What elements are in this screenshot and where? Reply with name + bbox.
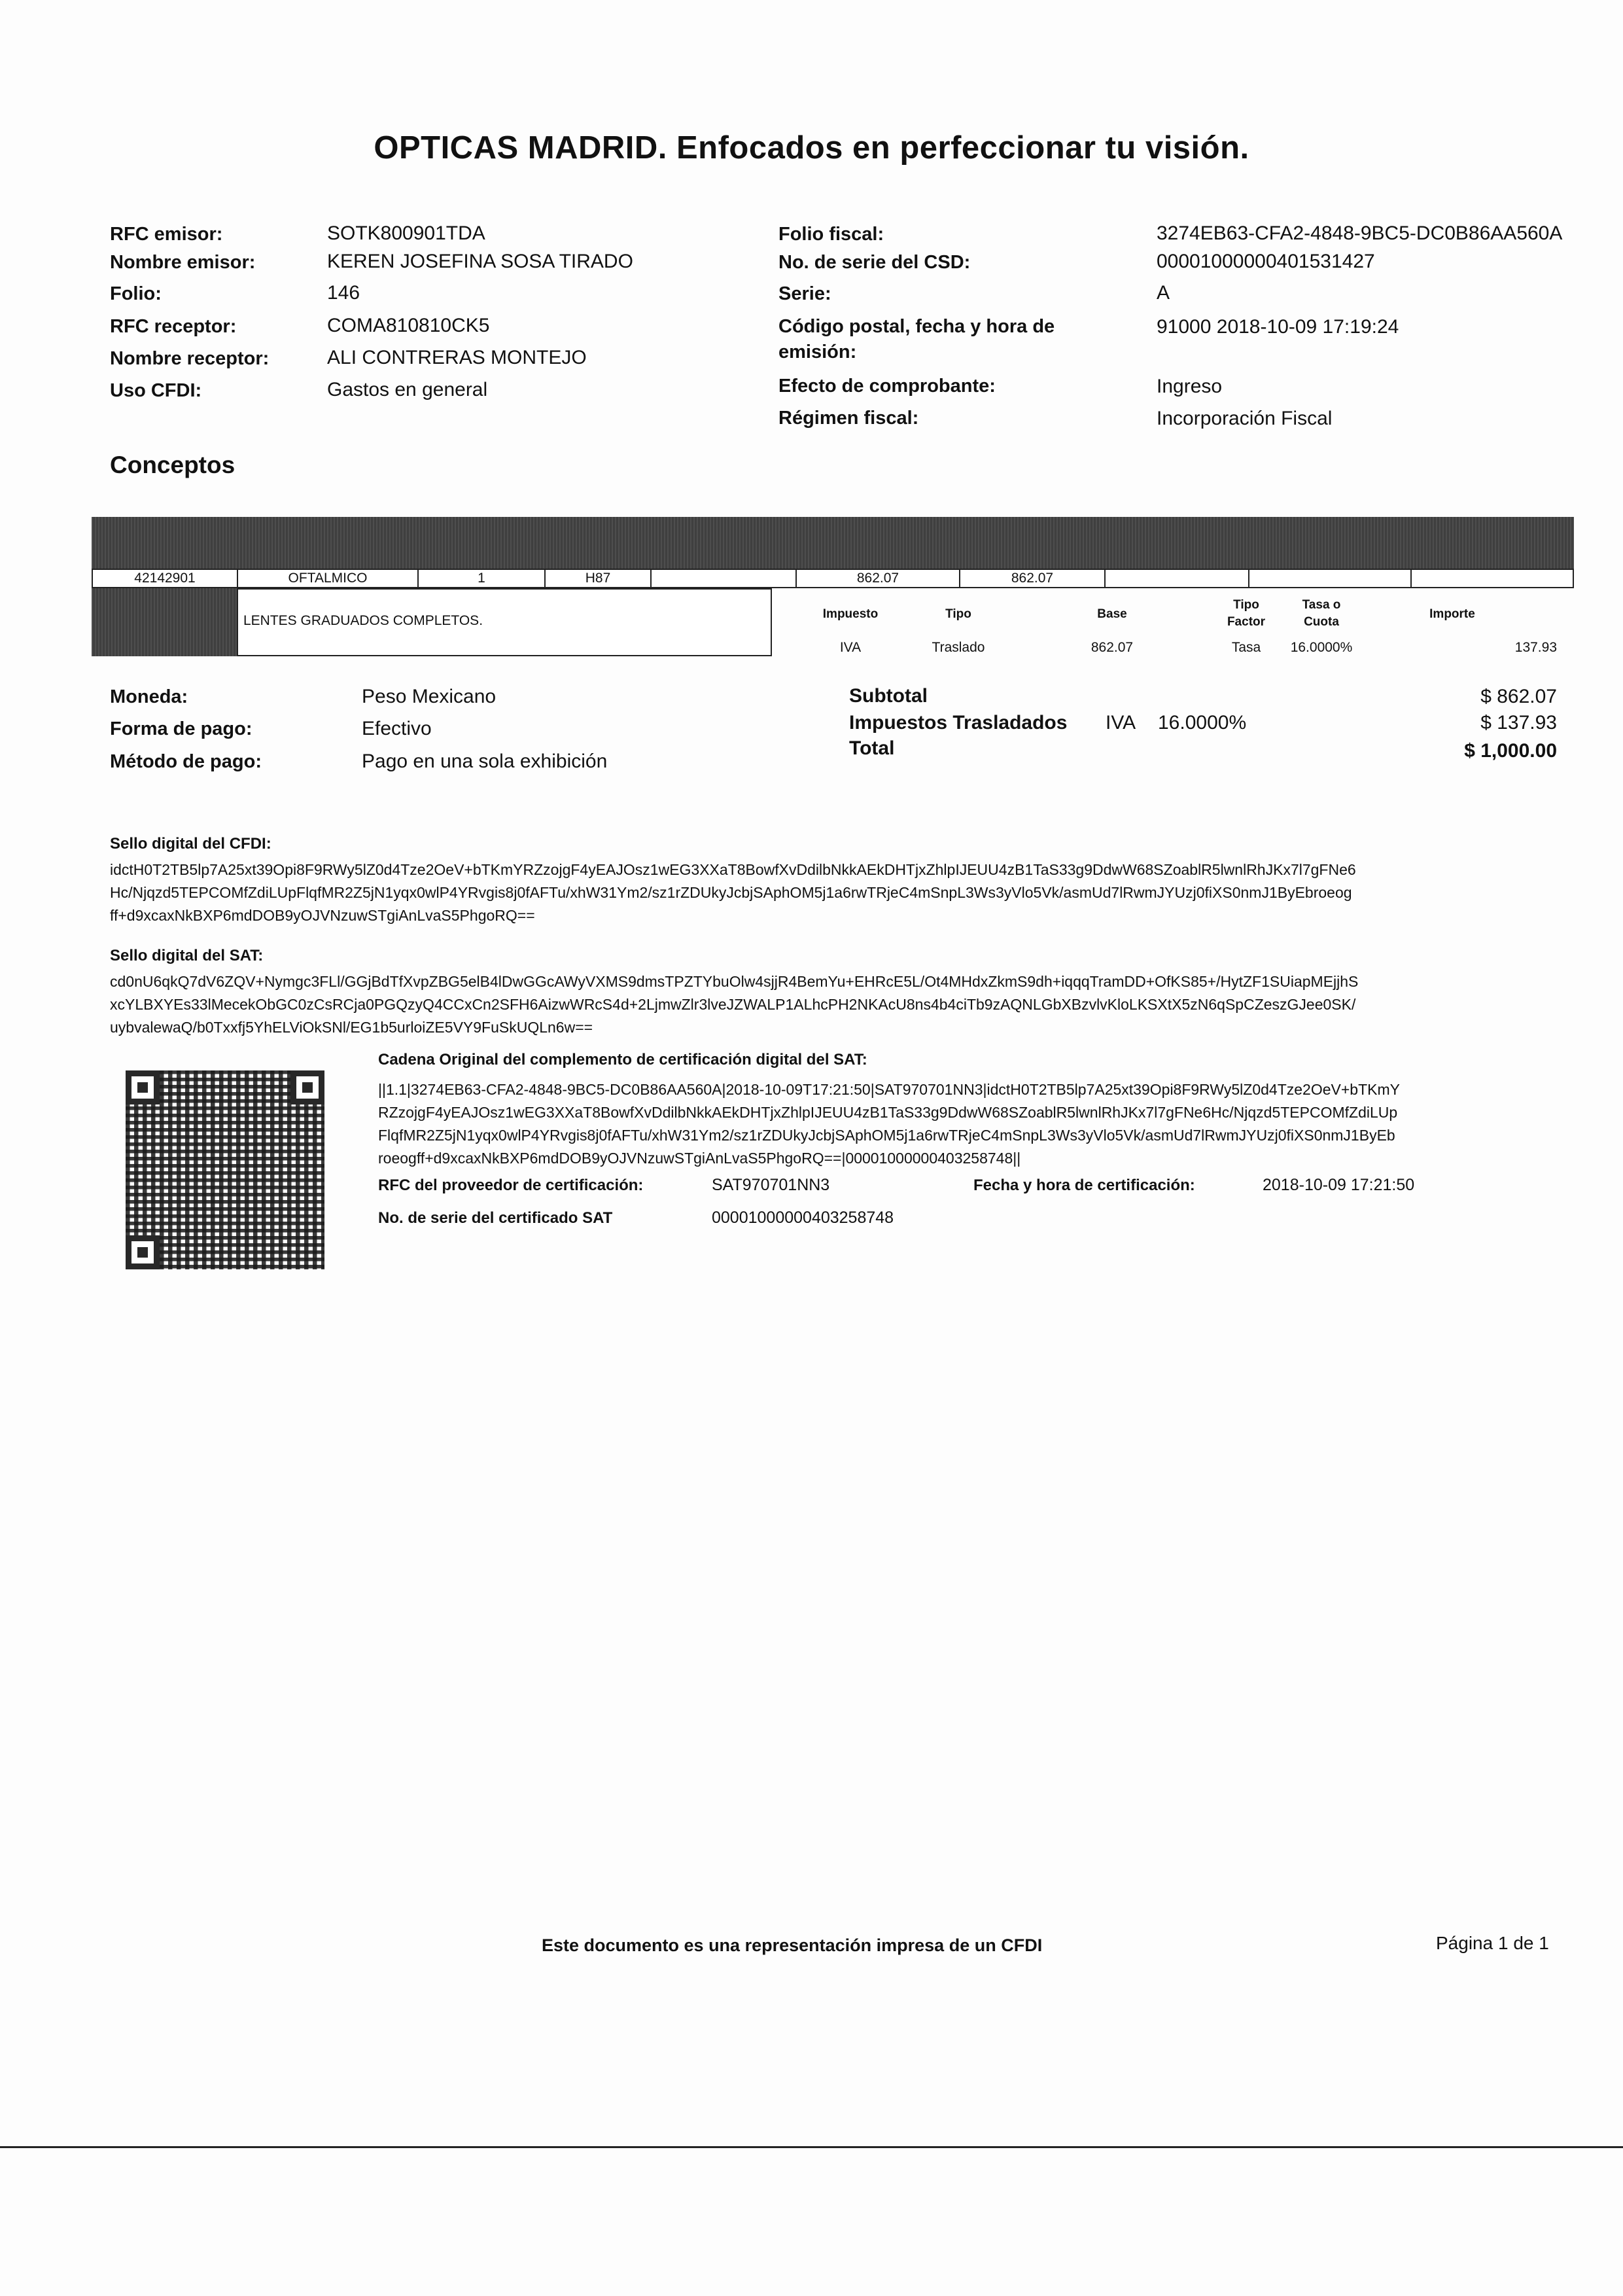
tipo-factor-value: Tasa xyxy=(1231,640,1261,655)
folio-label: Folio: xyxy=(110,283,162,304)
impuestos-tasa: 16.0000% xyxy=(1158,712,1247,733)
tasa-cuota-value: 16.0000% xyxy=(1290,640,1353,655)
efecto-value: Ingreso xyxy=(1157,376,1223,397)
footer-rule xyxy=(0,2146,1623,2148)
serie-csd-label: No. de serie del CSD: xyxy=(778,252,971,273)
importe-value: 137.93 xyxy=(1514,640,1557,655)
serie-value: A xyxy=(1157,282,1170,304)
fecha-certificacion-label: Fecha y hora de certificación: xyxy=(973,1176,1195,1194)
sello-cfdi-label: Sello digital del CFDI: xyxy=(110,835,271,853)
total-label: Total xyxy=(849,737,895,759)
rfc-emisor-label: RFC emisor: xyxy=(110,224,223,245)
cadena-line-3: FlqfMR2Z5jN1yqx0wlP4YRvgis8j0fAFTu/xhW31Ym2/sz1rZDUkyJcbjSAphOM5j1a6rwTRjeC4mSnpL3Ws3yVlo5Vk/asmUd7lRwmJYUzj0fiXS0nmJ1ByEb xyxy=(378,1127,1395,1144)
sello-sat-line-2: xcYLBXYEs33lMecekObGC0zCsRCja0PGQzyQ4CCxCn2SFH6AizwWRcS4d+2LjmwZlr3lveJZWALP1ALhcPH2NKAcU8ns4b4ciTb9zAQNLGbXBzvlvKloLKSXtX5zN6qSpCZeszGJee0SK/ xyxy=(110,996,1356,1013)
forma-pago-value: Efectivo xyxy=(362,718,432,739)
base-header: Base xyxy=(1097,607,1127,621)
nombre-emisor-label: Nombre emisor: xyxy=(110,252,256,273)
impuesto-header: Impuesto xyxy=(822,607,879,621)
metodo-pago-label: Método de pago: xyxy=(110,751,262,772)
folio-fiscal-value: 3274EB63-CFA2-4848-9BC5-DC0B86AA560A xyxy=(1157,222,1563,244)
cadena-line-1: ||1.1|3274EB63-CFA2-4848-9BC5-DC0B86AA560A|2018-10-09T17:21:50|SAT970701NN3|idctH0T2TB5lp7A25xt39Opi8F9RWy5lZ0d4Tze2OeV+bTKmY xyxy=(378,1081,1400,1098)
conceptos-heading: Conceptos xyxy=(110,451,236,478)
importe-header: Importe xyxy=(1429,607,1475,621)
nombre-receptor-value: ALI CONTRERAS MONTEJO xyxy=(327,347,587,368)
subtotal-label: Subtotal xyxy=(849,685,928,707)
rfc-receptor-label: RFC receptor: xyxy=(110,316,237,337)
base-value: 862.07 xyxy=(1091,640,1134,655)
cadena-line-4: roeogff+d9xcaxNkBXP6mdDOB9yOJVNzuwSTgiAnLvaS5PhgoRQ==|00001000000403258748|| xyxy=(378,1150,1021,1167)
folio-value: 146 xyxy=(327,282,360,304)
sello-sat-label: Sello digital del SAT: xyxy=(110,947,264,964)
regimen-label: Régimen fiscal: xyxy=(778,408,919,429)
qr-finder-top-right xyxy=(290,1070,324,1104)
forma-pago-label: Forma de pago: xyxy=(110,718,253,739)
uso-cfdi-value: Gastos en general xyxy=(327,379,488,400)
serie-sat-value: 00001000000403258748 xyxy=(712,1209,894,1227)
moneda-value: Peso Mexicano xyxy=(362,686,497,707)
qr-finder-bottom-left xyxy=(126,1235,160,1269)
descripcion-box xyxy=(237,588,772,656)
cp-fecha-label-line2: emisión: xyxy=(778,342,857,362)
uso-cfdi-label: Uso CFDI: xyxy=(110,380,202,401)
concepto-importe: 862.07 xyxy=(959,569,1106,588)
tipo-header: Tipo xyxy=(945,607,971,621)
conceptos-header-band xyxy=(92,517,1574,569)
rfc-emisor-value: SOTK800901TDA xyxy=(327,222,485,244)
tipo-value: Traslado xyxy=(932,640,985,655)
folio-fiscal-label: Folio fiscal: xyxy=(778,224,884,245)
qr-finder-top-left xyxy=(126,1070,160,1104)
fecha-certificacion-value: 2018-10-09 17:21:50 xyxy=(1263,1176,1415,1194)
cadena-original-label: Cadena Original del complemento de certificación digital del SAT: xyxy=(378,1051,867,1069)
sello-sat-line-1: cd0nU6qkQ7dV6ZQV+Nymgc3FLl/GGjBdTfXvpZBG5elB4lDwGGcAWyVXMS9dmsTPZTYbuOlw4sjjR4BemYu+EHRcE5L/Ot4MHdxZkmS9dh+iqqqTramDD+OfKS85+/HytZF1SUiapMEjjhS xyxy=(110,973,1359,990)
concepto-clave-prod: 42142901 xyxy=(92,569,238,588)
concepto-clave-unidad: H87 xyxy=(544,569,652,588)
efecto-label: Efecto de comprobante: xyxy=(778,376,996,397)
rfc-proveedor-label: RFC del proveedor de certificación: xyxy=(378,1176,644,1194)
concepto-valor-unitario: 862.07 xyxy=(795,569,960,588)
metodo-pago-value: Pago en una sola exhibición xyxy=(362,751,608,772)
tipo-factor-header: Tipo Factor xyxy=(1227,598,1266,629)
cadena-line-2: RZzojgF4yEAJOsz1wEG3XXaT8BowfXvDdilbNkkAEkDHTjxZhlpIJEUU4zB1TaS33g9DdwW68SZoablR5lwnlRhJKx7l7gFNe6Hc/Njqzd5TEPCOMfZdiLUp xyxy=(378,1104,1398,1121)
qr-code xyxy=(126,1070,324,1269)
page-number: Página 1 de 1 xyxy=(1436,1933,1549,1953)
serie-label: Serie: xyxy=(778,283,831,304)
concepto-descuento xyxy=(1104,569,1249,588)
sello-sat-line-3: uybvalewaQ/b0Txxfj5YhELViOkSNl/EG1b5urloiZE5VY9FuSkUQLn6w== xyxy=(110,1019,593,1036)
impuestos-value: $ 137.93 xyxy=(1480,712,1557,733)
concepto-descripcion-corta: OFTALMICO xyxy=(237,569,419,588)
sello-cfdi-line-1: idctH0T2TB5lp7A25xt39Opi8F9RWy5lZ0d4Tze2OeV+bTKmYRZzojgF4yEAJOsz1wEG3XXaT8BowfXvDdilbNkkAEkDHTjxZhlpIJEUU4zB1TaS33g9DdwW68SZoablR5lwnlRhJKx7l7gFNe6 xyxy=(110,861,1356,878)
impuestos-trasladados-label: Impuestos Trasladados xyxy=(849,712,1068,733)
rfc-receptor-value: COMA810810CK5 xyxy=(327,315,490,336)
sello-cfdi-line-3: ff+d9xcaxNkBXP6mdDOB9yOJVNzuwSTgiAnLvaS5PhgoRQ== xyxy=(110,907,535,924)
footer-note: Este documento es una representación impresa de un CFDI xyxy=(542,1935,1043,1955)
subtotal-value: $ 862.07 xyxy=(1480,686,1557,707)
moneda-label: Moneda: xyxy=(110,686,188,707)
sello-cfdi-line-2: Hc/Njqzd5TEPCOMfZdiLUpFlqfMR2Z5jN1yqx0wlP4YRvgis8j0fAFTu/xhW31Ym2/sz1rZDUkyJcbjSAphOM5j1a6rwTRjeC4mSnpL3Ws3yVlo5Vk/asmUd7lRwmJYUzj0fiXS0nmJ1ByEbroeog xyxy=(110,884,1352,901)
impuestos-tipo: IVA xyxy=(1106,712,1136,733)
concepto-unidad xyxy=(650,569,797,588)
cp-fecha-label-line1: Código postal, fecha y hora de xyxy=(778,316,1055,337)
concepto-cantidad: 1 xyxy=(417,569,546,588)
descripcion-text: LENTES GRADUADOS COMPLETOS. xyxy=(243,613,483,628)
regimen-value: Incorporación Fiscal xyxy=(1157,408,1333,429)
nombre-receptor-label: Nombre receptor: xyxy=(110,348,270,369)
nombre-emisor-value: KEREN JOSEFINA SOSA TIRADO xyxy=(327,251,633,272)
tasa-cuota-header: Tasa o Cuota xyxy=(1302,598,1341,629)
descripcion-label-band xyxy=(92,588,238,656)
impuesto-value: IVA xyxy=(839,640,862,655)
cp-fecha-value: 91000 2018-10-09 17:19:24 xyxy=(1157,316,1399,338)
concepto-extra-2 xyxy=(1410,569,1574,588)
serie-csd-value: 00001000000401531427 xyxy=(1157,251,1375,272)
document-title: OPTICAS MADRID. Enfocados en perfeccionar tu visión. xyxy=(374,130,1249,166)
rfc-proveedor-value: SAT970701NN3 xyxy=(712,1176,830,1194)
serie-sat-label: No. de serie del certificado SAT xyxy=(378,1209,613,1227)
concepto-extra-1 xyxy=(1248,569,1412,588)
total-value: $ 1,000.00 xyxy=(1464,740,1557,762)
